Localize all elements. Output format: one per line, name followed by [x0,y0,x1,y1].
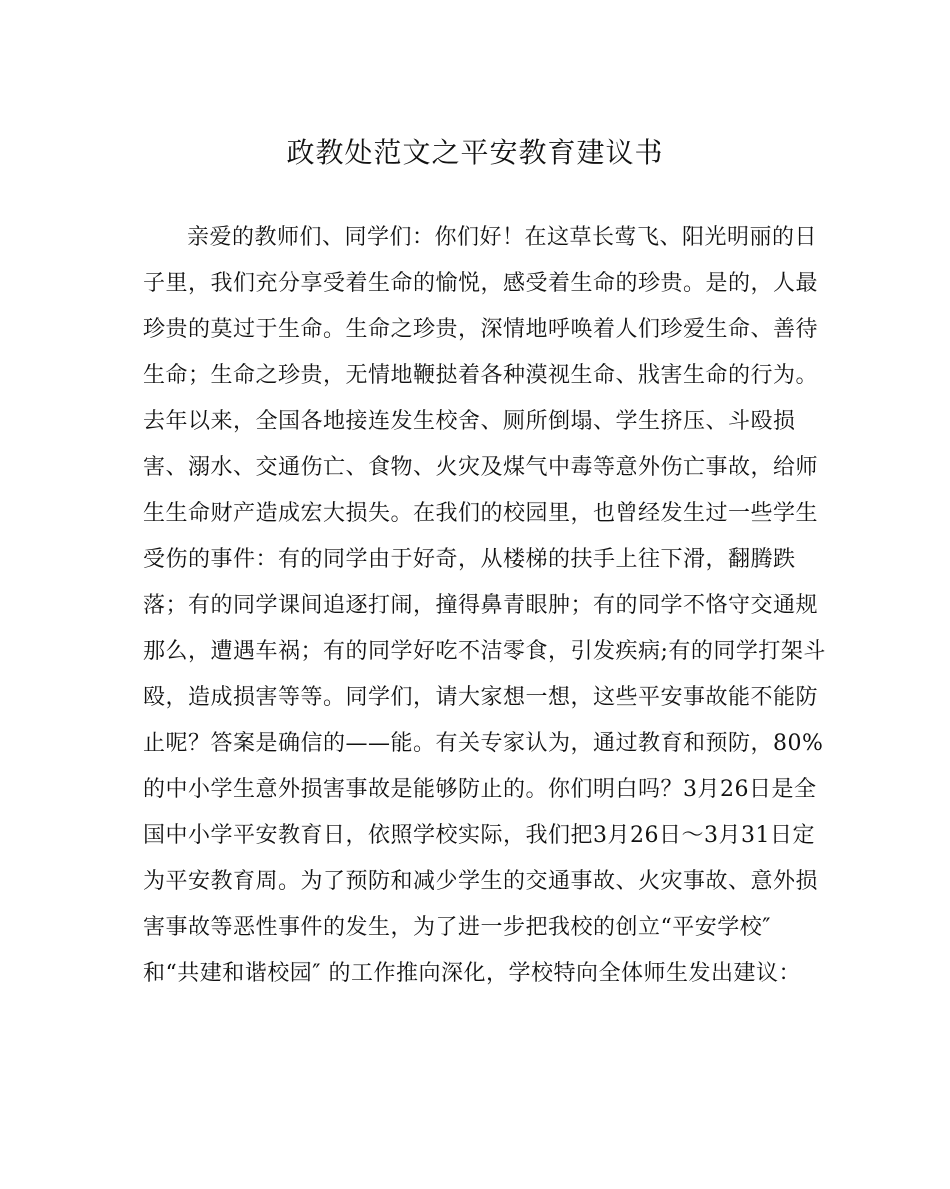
body-line: 受伤的事件：有的同学由于好奇，从楼梯的扶手上往下滑，翻腾跌 [143,547,796,572]
body-line: 去年以来，全国各地接连发生校舍、厕所倒塌、学生挤压、斗殴损 [143,409,796,434]
body-line: 那么，遭遇车祸；有的同学好吃不洁零食，引发疾病;有的同学打架斗 [143,639,826,664]
document-body [143,215,826,997]
body-line: 为平安教育周。为了预防和减少学生的交通事故、火灾事故、意外损 [143,869,819,894]
body-line: 害事故等恶性事件的发生，为了进一步把我校的创立“平安学校″ [143,915,771,940]
body-line: 生命；生命之珍贵，无情地鞭挞着各种漠视生命、戕害生命的行为。 [143,363,819,388]
body-line: 害、溺水、交通伤亡、食物、火灾及煤气中毒等意外伤亡事故，给师 [143,455,819,480]
body-line: 落；有的同学课间追逐打闹，撞得鼻青眼肿；有的同学不恪守交通规 [143,593,819,618]
body-line: 珍贵的莫过于生命。生命之珍贵，深情地呼唤着人们珍爱生命、善待 [143,317,819,342]
body-line: 止呢？答案是确信的——能。有关专家认为，通过教育和预防，80% [143,731,824,756]
body-line: 和“共建和谐校园″ 的工作推向深化，学校特向全体师生发出建议： [143,961,801,986]
body-line: 的中小学生意外损害事故是能够防止的。你们明白吗？3月26日是全 [143,777,817,802]
body-line: 国中小学平安教育日，依照学校实际，我们把3月26日～3月31日定 [143,823,815,848]
body-line: 亲爱的教师们、同学们：你们好！在这草长莺飞、阳光明丽的日 [187,225,818,250]
body-line: 殴，造成损害等等。同学们，请大家想一想，这些平安事故能不能防 [143,685,819,710]
document-title: 政教处范文之平安教育建议书 [286,136,664,169]
body-line: 子里，我们充分享受着生命的愉悦，感受着生命的珍贵。是的，人最 [143,271,819,296]
body-line: 生生命财产造成宏大损失。在我们的校园里，也曾经发生过一些学生 [143,501,819,526]
